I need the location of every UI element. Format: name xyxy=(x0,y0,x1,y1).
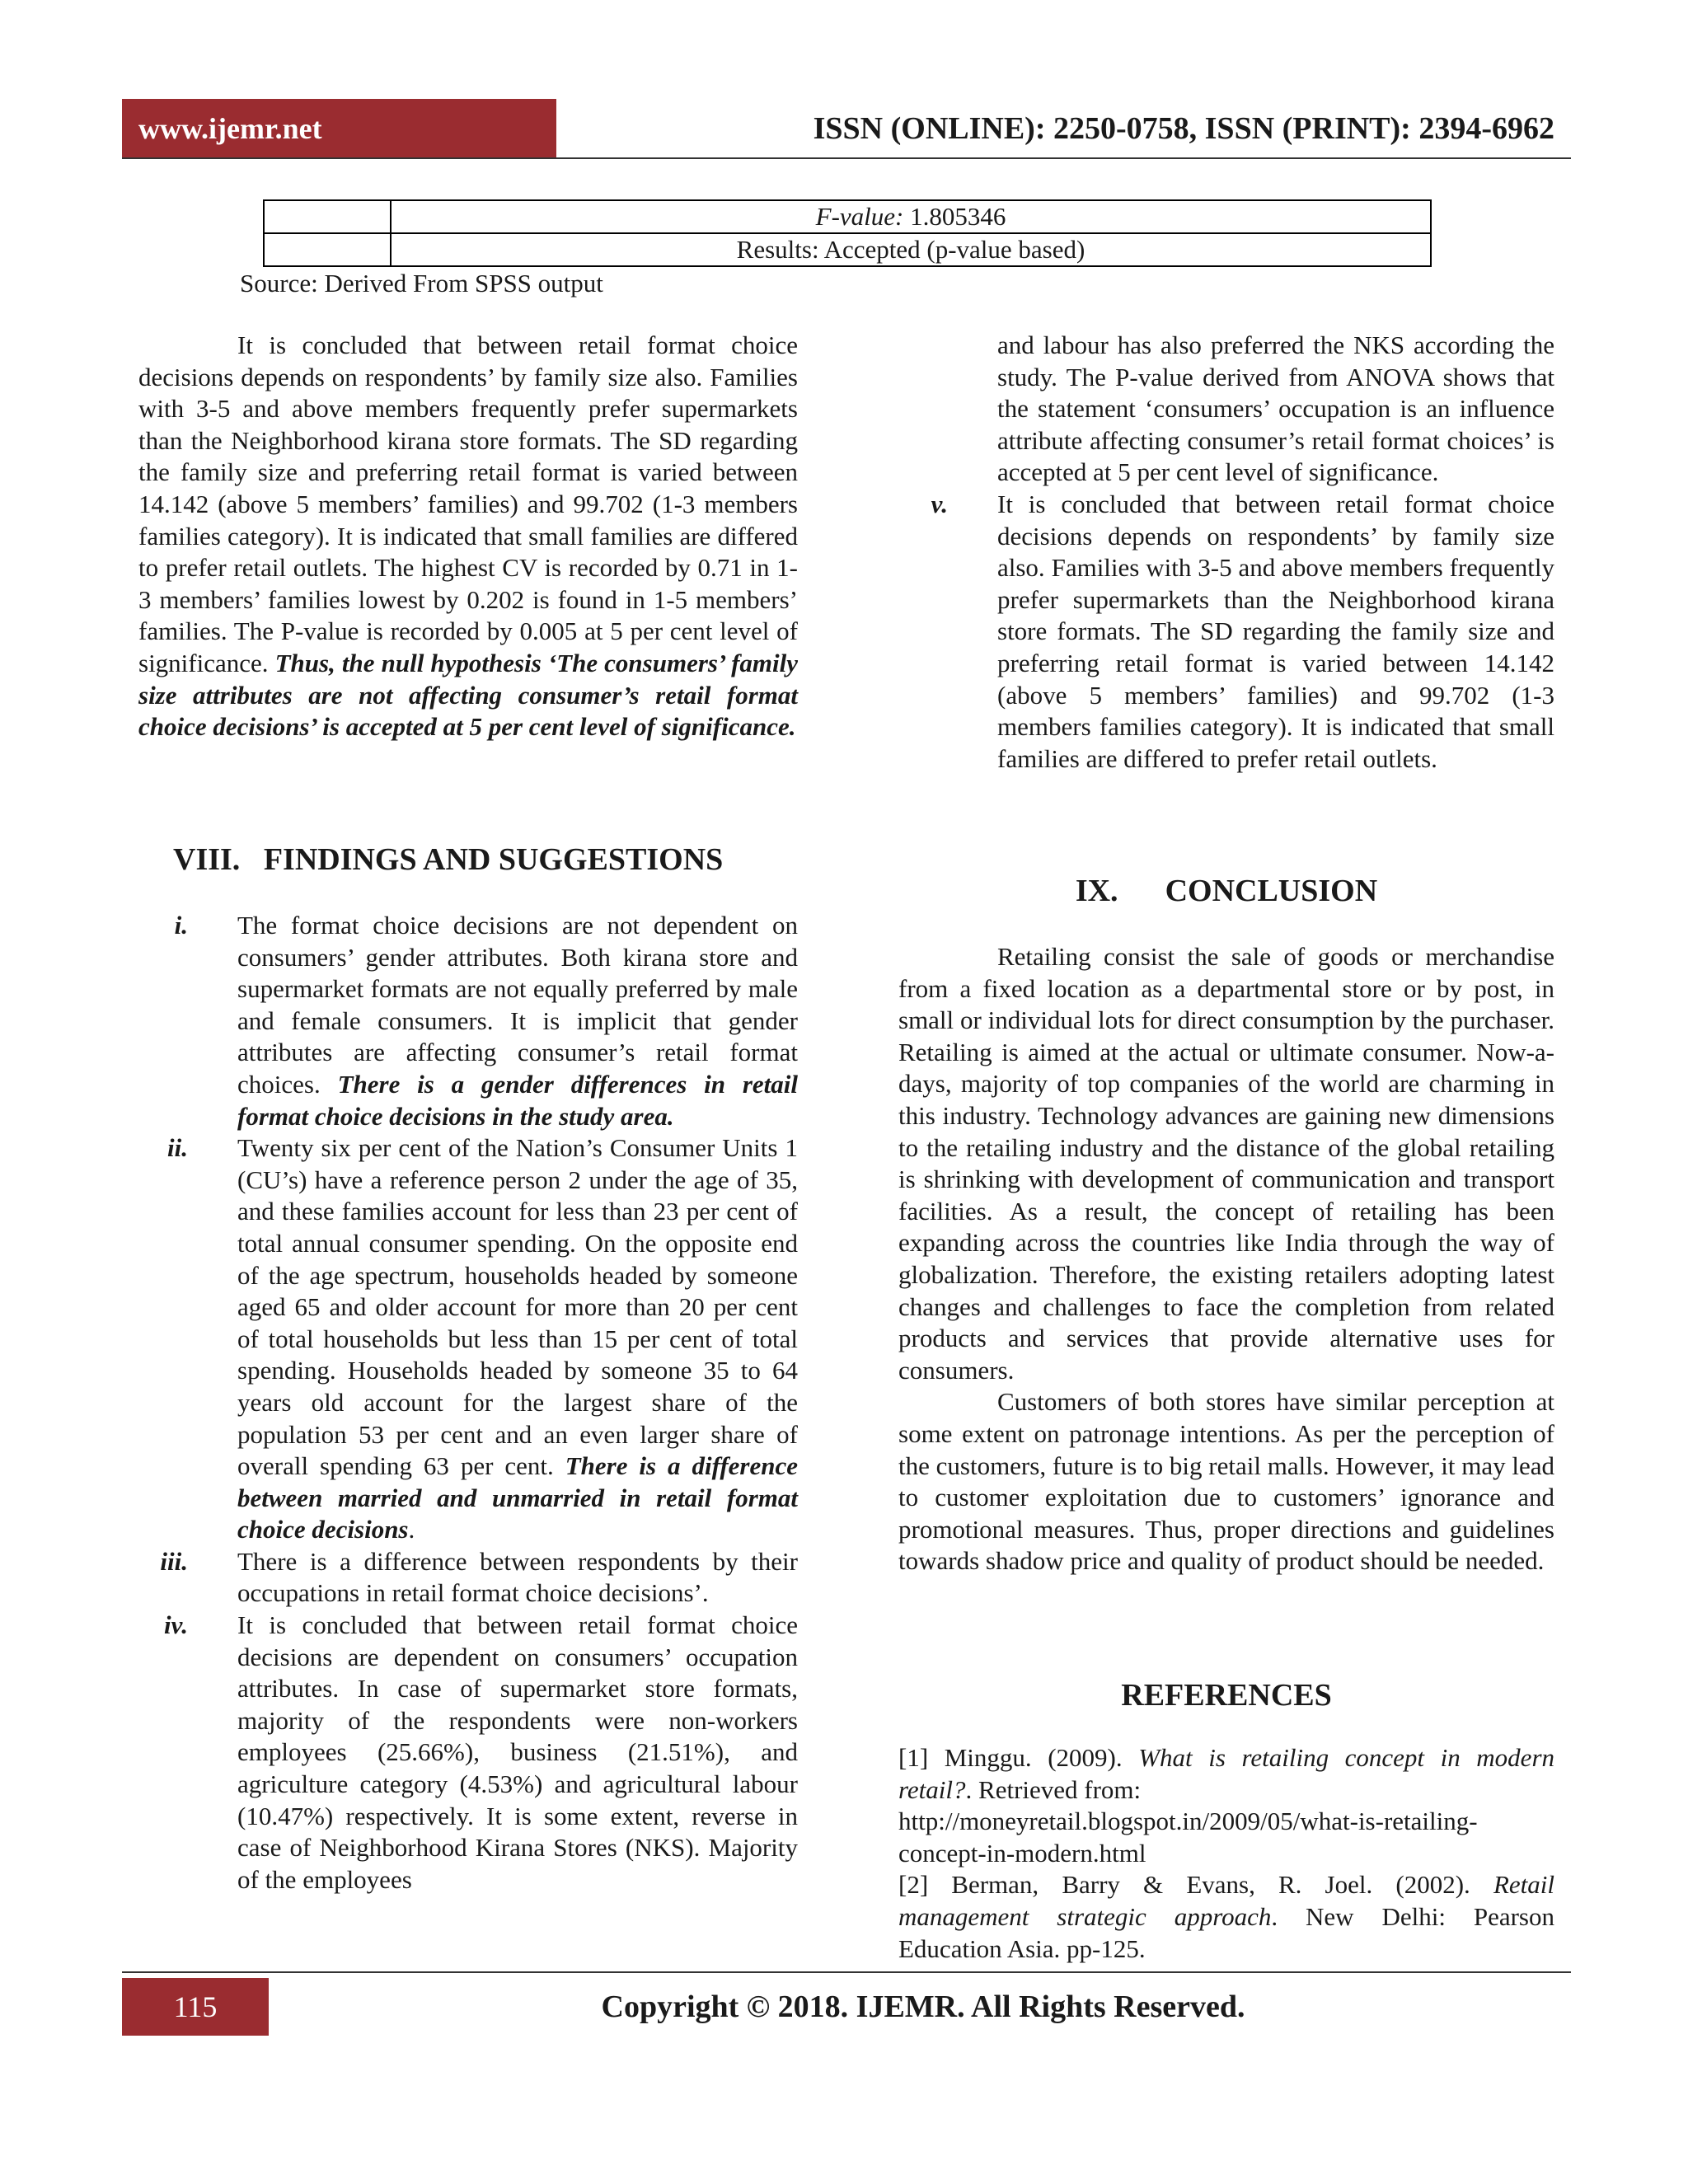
section-title: CONCLUSION xyxy=(1165,874,1378,908)
list-item-text: The format choice decisions are not dependent on consumers’ gender attributes. Both kirana store and supermarket formats are not equally preferred by male and female consumers. It is implicit that gender attributes are affecting consumer’s retail format choices. xyxy=(237,911,798,1099)
ref-title: Retail management strategic approach xyxy=(898,1870,1554,1931)
reference-item xyxy=(898,1742,1554,1806)
list-number: i. xyxy=(174,911,188,940)
list-number: v. xyxy=(931,489,948,518)
ref-title: What is retailing concept in modern retail? xyxy=(898,1743,1555,1804)
table-cell-empty xyxy=(264,233,391,266)
copyright-notice: Copyright © 2018. IJEMR. All Rights Reserved. xyxy=(601,1990,1245,2024)
findings-list-continued xyxy=(898,330,1554,775)
list-item-emphasis: There is a difference between married and unmarried in retail format choice decisions xyxy=(237,1451,799,1544)
footer-divider xyxy=(122,1971,1571,1973)
anova-table xyxy=(263,199,1432,267)
section-title: FINDINGS AND SUGGESTIONS xyxy=(263,842,724,877)
table-source: Source: Derived From SPSS output xyxy=(240,269,603,298)
reference-item xyxy=(898,1869,1554,1965)
fvalue-label: F-value: xyxy=(815,202,904,231)
ref-authors: [1] Minggu. (2009). xyxy=(898,1743,1123,1772)
section-heading-conclusion xyxy=(898,872,1554,910)
conclusion-paragraph: Retailing consist the sale of goods or merchandise from a fixed location as a departmental store or by post, in small or individual lots for direct consumption by the purchaser. Retailing is aimed at the actual or ultimate consumer. Now-a-days, majority of top companies of the world are charming in this industry. Technology advances are gaining new dimensions to the retailing industry and the distance of the global retailing is shrinking with development of communication and transport facilities. As a result, the concept of retailing has been expanding across the countries like India through the way of globalization. Therefore, the existing retailers adopting latest changes and challenges to face the completion from related products and services that provide alternative uses for consumers. xyxy=(898,942,1554,1385)
journal-website: www.ijemr.net xyxy=(122,99,556,158)
header-divider xyxy=(122,157,1571,159)
list-item-text: It is concluded that between retail format choice decisions are dependent on consumers’ occupation attributes. In case of supermarket store formats, majority of the respondents were non-workers employees (25.66%), business (21.51%), and agriculture category (4.53%) and agricultural labour (10.47%) respectively. It is some extent, reverse in case of Neighborhood Kirana Stores (NKS). Majority of the employees xyxy=(237,1610,798,1894)
table-cell-fvalue xyxy=(391,200,1431,233)
references-heading: REFERENCES xyxy=(1121,1678,1332,1713)
table-cell-results: Results: Accepted (p-value based) xyxy=(391,233,1431,266)
list-item xyxy=(898,489,1554,775)
section-number: IX. xyxy=(1075,874,1118,908)
list-item xyxy=(138,910,798,1132)
section-heading-findings xyxy=(173,841,723,879)
conclusion-paragraph: Customers of both stores have similar perception at some extent on patronage intentions. As per the perception of the customers, future is to big retail malls. However, it may lead to customer exploitation due to customers’ ignorance and promotional measures. Thus, proper directions and guidelines towards shadow price and quality of product should be needed. xyxy=(898,1387,1554,1576)
list-item-text: Twenty six per cent of the Nation’s Consumer Units 1 (CU’s) have a reference person 2 under the age of 35, and these families account for less than 23 per cent of total annual consumer spending. On the opposite end of the age spectrum, households headed by someone aged 65 and older account for more than 20 per cent of total households but less than 15 per cent of total spending. Households headed by someone 35 to 64 years old account for the largest share of the population 53 per cent and an even larger share of overall spending 63 per cent. xyxy=(237,1133,798,1481)
para1-text: It is concluded that between retail format choice decisions depends on respondents’ by family size also. Families with 3-5 and above members frequently prefer supermarkets than the Neighborhood kirana store formats. The SD regarding the family size and preferring retail format is varied between 14.142 (above 5 members’ families) and 99.702 (1-3 members families category). It is indicated that small families are differed to prefer retail outlets. The highest CV is recorded by 0.71 in 1-3 members’ families lowest by 0.202 is found in 1-5 members’ families. The P-value is recorded by 0.005 at 5 per cent level of significance. xyxy=(138,330,798,677)
ref-retrieved: . Retrieved from: xyxy=(965,1774,1142,1804)
list-item xyxy=(138,1610,798,1896)
list-item xyxy=(138,1546,798,1610)
list-number: ii. xyxy=(167,1133,188,1163)
page-number: 115 xyxy=(122,1978,269,2036)
section-number: VIII. xyxy=(173,842,241,877)
list-item-text: There is a difference between respondents by their occupations in retail format choice decisions’. xyxy=(237,1546,798,1608)
findings-list xyxy=(138,910,798,1896)
ref-publisher: . New Delhi: Pearson Education Asia. pp-125. xyxy=(898,1901,1554,1963)
ref-authors: [2] Berman, Barry & Evans, R. Joel. (2002). xyxy=(898,1870,1470,1900)
list-number: iii. xyxy=(160,1546,188,1576)
list-item-tail: . xyxy=(408,1515,415,1544)
reference-url[interactable] xyxy=(898,1806,1554,1869)
para1-hypothesis: Thus, the null hypothesis ‘The consumers’ family size attributes are not affecting consumer’s retail format choice decisions’ is accepted at 5 per cent level of significance. xyxy=(138,648,799,742)
conclusion-body xyxy=(898,941,1554,1577)
list-item xyxy=(138,1132,798,1546)
references-list xyxy=(898,1742,1554,1965)
list-number: iv. xyxy=(164,1610,188,1640)
list-item-text: It is concluded that between retail format choice decisions depends on respondents’ by family size also. Families with 3-5 and above members frequently prefer supermarkets than the Neighborhood kirana store formats. The SD regarding the family size and preferring retail format is varied between 14.142 (above 5 members’ families) and 99.702 (1-3 members families category). It is indicated that small families are differed to prefer retail outlets. xyxy=(997,489,1554,773)
table-cell-empty xyxy=(264,200,391,233)
ref-url-part[interactable]: http://moneyretail.blogspot.in/2009/05/what-is-retailing- xyxy=(898,1807,1478,1836)
table-row xyxy=(264,200,1431,233)
list-item-continuation: and labour has also preferred the NKS according the study. The P-value derived from ANOVA shows that the statement ‘consumers’ occupation is an influence attribute affecting consumer’s retail format choices’ is accepted at 5 per cent level of significance. xyxy=(997,330,1554,487)
left-paragraph xyxy=(138,330,798,743)
fvalue: 1.805346 xyxy=(910,202,1006,231)
table-row xyxy=(264,233,1431,266)
list-item-emphasis: There is a gender differences in retail format choice decisions in the study area. xyxy=(237,1069,798,1131)
issn-line: ISSN (ONLINE): 2250-0758, ISSN (PRINT): 2394-6962 xyxy=(813,111,1554,146)
ref-url-part[interactable]: concept-in-modern.html xyxy=(898,1838,1146,1868)
